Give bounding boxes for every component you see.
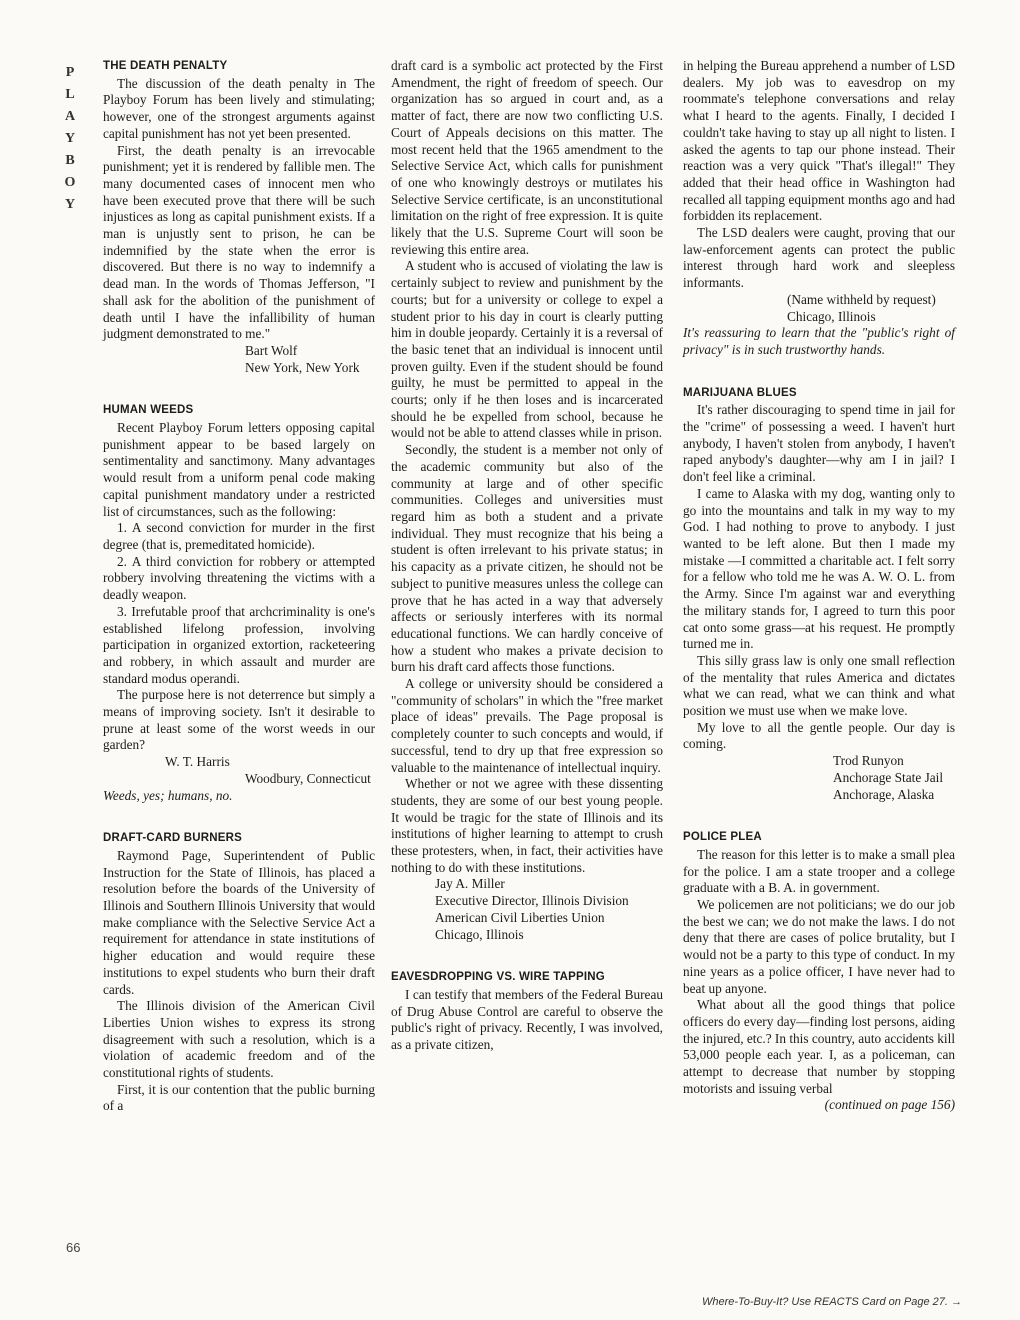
signature-name: (Name withheld by request) [787,291,936,307]
letter-human-weeds [103,402,375,804]
masthead-letter: Y [64,131,76,146]
signature-place: Chicago, Illinois [435,926,524,942]
letter-draft-card-burners [103,830,375,1115]
section-heading: THE DEATH PENALTY [103,60,228,72]
signature-place: Chicago, Illinois [787,308,876,324]
paragraph: A college or university should be considered a "community of scholars" in which the "free market place of ideas" prevails. The Page proposal is completely counter to such concepts and would, if successful, tend to dry up that free expression so valuable to the maintenance of intellectual inquiry. [391,676,663,775]
paragraph: 3. Irrefutable proof that archcriminality is one's established lifelong profession, involving participation in organized extortion, racketeering and robbery, in which assault and murder are standard modus operandi. [103,603,375,686]
paragraph: The purpose here is not deterrence but simply a means of improving society. Isn't it desirable to prune at least some of the worst weeds in our garden? [103,687,375,753]
masthead-letter: O [64,175,76,190]
signature-title: Executive Director, Illinois Division [435,893,629,909]
paragraph: The discussion of the death penalty in The Playboy Forum has been lively and stimulating; however, one of the strongest arguments against capital punishment has not yet been presented. [103,75,375,141]
paragraph: First, it is our contention that the public burning of a [103,1081,375,1114]
letter-police-plea [683,829,955,1114]
signature-name: Bart Wolf [245,342,298,358]
paragraph: The reason for this letter is to make a small plea for the police. I am a state trooper and a college graduate with a B. A. in government. [683,846,955,896]
editor-reply: Weeds, yes; humans, no. [103,787,233,803]
letter-death-penalty [103,58,375,376]
paragraph: What about all the good things that police officers do every day—finding lost persons, aiding the injured, etc.? In this country, auto accidents kill 53,000 people each year. I, as a policeman, can attempt to decrease that number by stopping motorists and issuing verbal [683,997,956,1096]
footer-note: Where-To-Buy-It? Use REACTS Card on Page 27. → [701,1296,962,1308]
column-2 [391,58,663,1054]
paragraph: This silly grass law is only one small reflection of the mentality that rules America and dictates what we can read, what we can think and what position we must use when we make love. [683,652,955,719]
signature-place: Anchorage, Alaska [833,786,935,802]
masthead-letter: P [65,65,75,80]
editor-reply: It's reassuring to learn that the "public's right of privacy" is in such trustworthy hands. [683,325,955,357]
continued-note: (continued on page 156) [824,1097,955,1113]
paragraph: I can testify that members of the Federal Bureau of Drug Abuse Control are careful to observe the public's right of privacy. Recently, I was involved, as a private citizen, [391,986,663,1053]
paragraph: It's rather discouraging to spend time in jail for the "crime" of possessing a weed. I haven't hurt anybody, I haven't stolen from anybody, I haven't raped anybody's daughter—why am I in jail? I don't feel like a criminal. [683,402,955,485]
paragraph: Raymond Page, Superintendent of Public Instruction for the State of Illinois, has placed a resolution before the boards of the University of Illinois and Southern Illinois University that would make compliance with the Selective Service Act a requirement for attendance in state institutions of higher education and would require these institutions to expel students who burn their draft cards. [103,847,375,997]
signature-name: Jay A. Miller [435,876,505,892]
paragraph: The LSD dealers were caught, proving that our law-enforcement agents can protect the public interest through hard work and sleepless informants. [683,225,955,291]
signature-place: New York, New York [245,359,360,375]
paragraph: 1. A second conviction for murder in the first degree (that is, premeditated homicide). [103,520,375,552]
paragraph: Recent Playboy Forum letters opposing capital punishment appear to be based largely on sentimentality and sanctimony. Many advantages would result from a uniform penal code making capital punishment mandatory under a restricted list of circumstances, such as the following: [103,420,375,519]
signature-org: American Civil Liberties Union [435,909,605,925]
paragraph: A student who is accused of violating the law is certainly subject to review and punishment by the courts; but for a university or college to expel a student prior to his day in court is clearly putting him in double jeopardy. Certainly it is a reversal of the basic tenet that an individual is innocent until proven guilty. Even if the student should be found guilty, he must be permitted to appeal in the courts; only if he then loses and is incarcerated should he be expelled from school, because he would not be able to attend classes while in prison. [391,258,663,441]
page-number: 66 [66,1240,81,1255]
signature-name: Trod Runyon [833,753,904,769]
signature-org: Anchorage State Jail [833,769,944,785]
letter-eavesdropping [391,969,663,1054]
paragraph: First, the death penalty is an irrevocable punishment; yet it is rendered by fallible men. The many documented cases of innocent men who have been executed prove that there will be such injustices as long as capital punishment exists. If a man is unjustly sent to prison, he can be indemnified by the state when the error is discovered. But there is no way to indemnify a dead man. In the words of Thomas Jefferson, "I shall ask for the abolition of the punishment of death until I have the infallibility of human judgment demonstrated to me." [103,142,375,342]
section-heading: MARIJUANA BLUES [683,386,797,399]
masthead-letter: A [64,109,76,124]
section-heading: POLICE PLEA [683,831,762,844]
paragraph: We policemen are not politicians; we do our job the best we can; we do not make the laws. I do not deny that there are cases of police brutality, but I would not be a party to this type of conduct. In my nine years as a police officer, I have never had to beat up anyone. [683,897,955,996]
paragraph: Secondly, the student is a member not only of the academic community but also of the community at large and of other specific communities. Colleges and universities must regard him as both a student and a private individual. They must recognize that his being a student is often irrelevant to his private status; in his capacity as a private citizen, he should not be subject to punitive measures unless the college can prove that he has acted in a way that adversely affects or seriously interferes with its normal educational functions. We can hardly conceive of how a student who makes a private decision to burn his draft card affects those functions. [391,442,663,675]
paragraph: My love to all the gentle people. Our day is coming. [683,719,955,752]
paragraph-continued: in helping the Bureau apprehend a number of LSD dealers. My job was to eavesdrop on my roommate's telephone conversations and relay what I heard to the agents. Finally, I decided I couldn't take having to stay up all night to listen. I asked the agents to tap our phone instead. Their reaction was a very quick "That's illegal!" They added that their head office in Washington had recalled all tapping equipment months ago and had forbidden its replacement. [683,58,955,224]
paragraph-continued: draft card is a symbolic act protected by the First Amendment, the right of freedom of speech. Our organization has so argued in court and, as a matter of fact, there are now two conflicting U.S. Court of Appeals decisions on this matter. The most recent held that the 1965 amendment to the Selective Service Act, which calls for punishment of one who knowingly destroys or mutilates his Selective Service certificate, is an unconstitutional limitation on the right of free expression. It is quite likely that the U.S. Supreme Court will soon be reviewing this entire area. [391,58,663,257]
letter-marijuana-blues [683,385,955,804]
masthead-letter: L [65,87,75,102]
paragraph: Whether or not we agree with these dissenting students, they are some of our best young people. It would be tragic for the state of Illinois and its institutions of higher learning to attempt to crush these protesters, when, in fact, their activities have nothing to do with these institutions. [391,776,663,875]
masthead-letter: Y [64,197,76,212]
column-3 [683,58,955,1114]
section-heading: EAVESDROPPING VS. WIRE TAPPING [391,971,605,984]
paragraph: 2. A third conviction for robbery or attempted robbery involving threatening the victims with a deadly weapon. [103,553,375,603]
paragraph: The Illinois division of the American Civil Liberties Union wishes to express its strong disagreement with such a resolution, which is a violation of academic freedom and of the constitutional rights of students. [103,998,375,1081]
section-heading: DRAFT-CARD BURNERS [103,832,243,845]
masthead [60,62,80,216]
paragraph: I came to Alaska with my dog, wanting only to go into the mountains and talk in my way to my God. I had nothing to prove to anybody. I just wanted to be left alone. But then I made my mistake —I committed a charitable act. I felt sorry for a fellow who told me he was A. W. O. L. from the Army. Since I'm against war and everything the military stands for, I agreed to turn this poor cat onto some grass—at his request. He promptly turned me in. [683,485,955,652]
signature-place: Woodbury, Connecticut [245,770,371,786]
column-1 [103,58,375,1115]
section-heading: HUMAN WEEDS [103,404,194,417]
signature-name: W. T. Harris [165,754,230,770]
masthead-letter: B [65,153,75,168]
